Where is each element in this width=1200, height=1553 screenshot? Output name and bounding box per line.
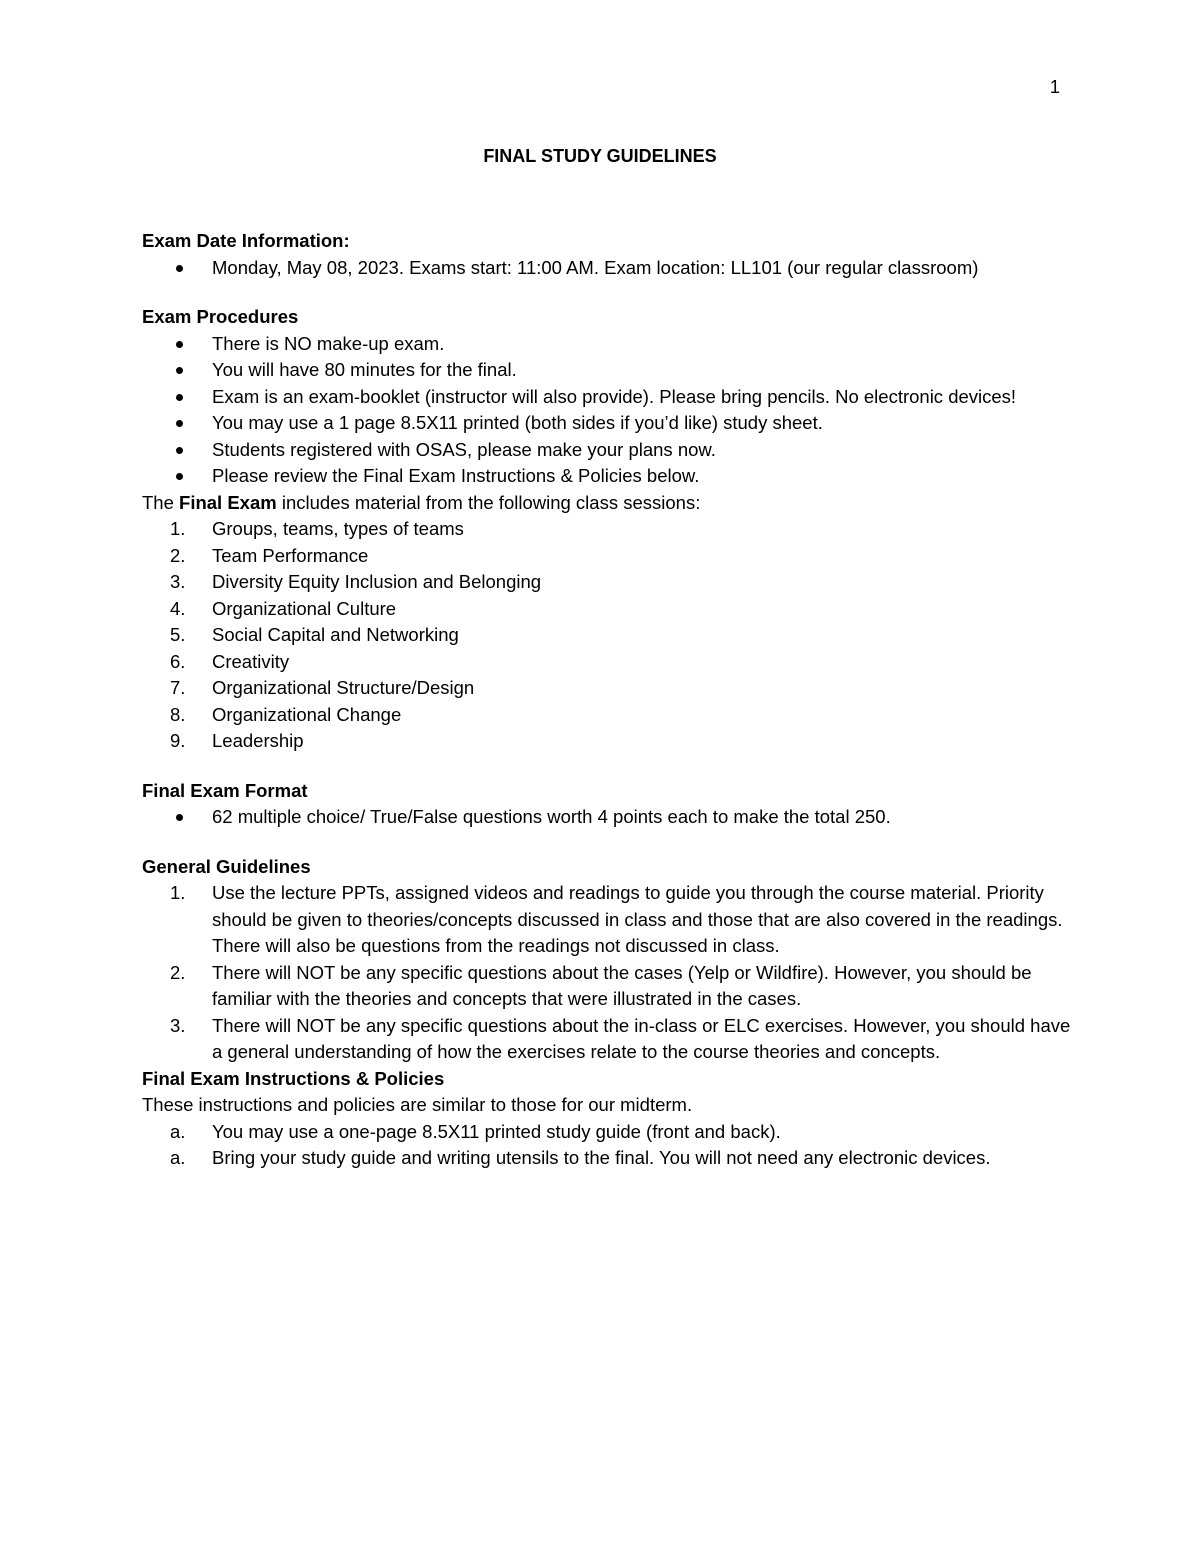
list-item: You will have 80 minutes for the final.: [142, 357, 1072, 384]
list-item: You may use a 1 page 8.5X11 printed (both sides if you’d like) study sheet.: [142, 410, 1072, 437]
list-item: 5. Social Capital and Networking: [170, 624, 459, 645]
bullet-icon: [176, 473, 183, 480]
exam-procedures-list: [142, 331, 1072, 490]
list-item: 2. There will NOT be any specific questions about the cases (Yelp or Wildfire). However, you should be familiar with the theories and concepts that were illustrated in the cases.: [170, 961, 1032, 1009]
bullet-icon: [176, 447, 183, 454]
list-item: 62 multiple choice/ True/False questions worth 4 points each to make the total 250.: [142, 804, 1072, 831]
exam-date-list: [142, 255, 1072, 282]
list-item: 1. Groups, teams, types of teams: [170, 518, 464, 539]
list-item: Students registered with OSAS, please make your plans now.: [142, 437, 1072, 464]
policies-intro: These instructions and policies are similar to those for our midterm.: [142, 1094, 693, 1115]
bullet-icon: [176, 367, 183, 374]
sessions-intro: The Final Exam includes material from the following class sessions:: [142, 491, 701, 513]
general-guidelines-heading: General Guidelines: [142, 855, 311, 877]
list-item: 2. Team Performance: [170, 544, 369, 566]
bullet-icon: [176, 341, 183, 348]
list-item: a. You may use a one-page 8.5X11 printed study guide (front and back).: [170, 1120, 781, 1142]
list-item: 7. Organizational Structure/Design: [170, 677, 475, 698]
list-item: a. Bring your study guide and writing utensils to the final. You will not need any electronic devices.: [170, 1147, 991, 1168]
list-item: There is NO make-up exam.: [142, 331, 1072, 358]
bullet-icon: [176, 420, 183, 427]
list-item: 3. There will NOT be any specific questions about the in-class or ELC exercises. However, you should have a general understanding of how the exercises relate to the course theories and concepts.: [170, 1014, 1071, 1062]
exam-date-heading: Exam Date Information:: [142, 230, 350, 251]
list-item: Monday, May 08, 2023. Exams start: 11:00 AM. Exam location: LL101 (our regular classroom): [142, 255, 1072, 282]
general-guidelines-list: [142, 880, 1072, 1066]
page-number: 1: [1049, 76, 1060, 97]
list-item: 4. Organizational Culture: [170, 597, 397, 619]
bullet-icon: [176, 814, 183, 821]
list-item: 3. Diversity Equity Inclusion and Belonging: [170, 571, 542, 592]
policies-list: [142, 1119, 1072, 1172]
exam-procedures-heading: Exam Procedures: [142, 306, 299, 327]
document-body: [142, 228, 1072, 1172]
sessions-list: [142, 516, 1072, 755]
bullet-icon: [176, 265, 183, 272]
list-item: Exam is an exam-booklet (instructor will also provide). Please bring pencils. No electronic devices!: [142, 384, 1072, 411]
bullet-icon: [176, 394, 183, 401]
exam-format-heading: Final Exam Format: [142, 779, 308, 801]
document-title: FINAL STUDY GUIDELINES: [483, 146, 717, 166]
list-item: 9. Leadership: [170, 730, 304, 751]
list-item: 1. Use the lecture PPTs, assigned videos and readings to guide you through the course material. Priority should be given to theories/concepts discussed in class and those that are also covered in the readings. There will also be questions from the readings not discussed in class.: [170, 882, 1063, 956]
list-item: 8. Organizational Change: [170, 703, 402, 725]
exam-format-list: [142, 804, 1072, 831]
list-item: Please review the Final Exam Instructions & Policies below.: [142, 463, 1072, 490]
policies-heading: Final Exam Instructions & Policies: [142, 1067, 445, 1089]
list-item: 6. Creativity: [170, 650, 290, 672]
